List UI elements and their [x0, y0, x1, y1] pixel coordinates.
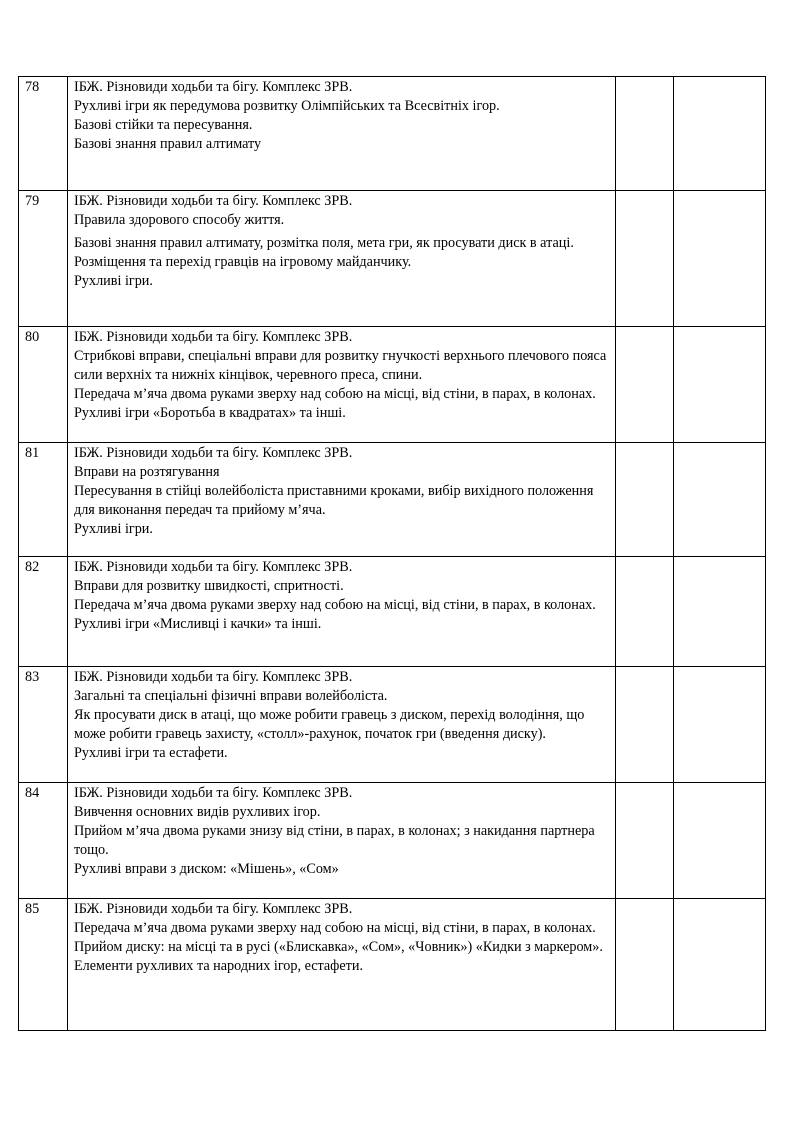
lesson-topic-line: ІБЖ. Різновиди ходьби та бігу. Комплекс ЗРВ.: [74, 669, 353, 685]
lesson-topic-line: Рухливі ігри та естафети.: [74, 745, 228, 761]
note-cell: [674, 443, 766, 557]
date-cell: [616, 899, 674, 1031]
lesson-topic-line: Вправи на розтягування: [74, 464, 220, 480]
date-cell: [616, 667, 674, 783]
lesson-topic-line: Елементи рухливих та народних ігор, естафети.: [74, 958, 364, 974]
table-row: [19, 77, 766, 191]
note-cell: [674, 667, 766, 783]
lesson-topic-line: ІБЖ. Різновиди ходьби та бігу. Комплекс ЗРВ.: [74, 785, 353, 801]
lesson-topic-line: Рухливі ігри «Боротьба в квадратах» та інші.: [74, 405, 346, 421]
lesson-topic-cell: [68, 327, 616, 443]
lesson-number-cell: 79: [19, 191, 68, 327]
note-cell: [674, 783, 766, 899]
lesson-topic-line: Передача м’яча двома руками зверху над собою на місці, від стіни, в парах, в колонах.: [74, 386, 596, 402]
date-cell: [616, 443, 674, 557]
lesson-topic-line: Як просувати диск в атаці, що може робити гравець з диском, перехід володіння, що може робити гравець захисту, «столл»-рахунок, початок гри (введення диску).: [74, 707, 585, 742]
note-cell: [674, 191, 766, 327]
lesson-topic-cell: [68, 191, 616, 327]
lesson-topic-cell: [68, 443, 616, 557]
lesson-number-cell: 81: [19, 443, 68, 557]
lesson-topic-line: ІБЖ. Різновиди ходьби та бігу. Комплекс ЗРВ.: [74, 329, 353, 345]
lesson-topic-line: Стрибкові вправи, спеціальні вправи для розвитку гнучкості верхнього плечового пояса сили верхніх та нижніх кінцівок, черевного преса, спини.: [74, 348, 607, 383]
lesson-topic-line: Базові знання правил алтимату, розмітка поля, мета гри, як просувати диск в атаці.: [74, 235, 574, 251]
lesson-topic-line: ІБЖ. Різновиди ходьби та бігу. Комплекс ЗРВ.: [74, 445, 353, 461]
lesson-number-cell: 85: [19, 899, 68, 1031]
lesson-topic-line: Рухливі ігри.: [74, 273, 153, 289]
lesson-topic-line: Прийом м’яча двома руками знизу від стіни, в парах, в колонах; з накидання партнера тощо.: [74, 823, 595, 858]
table-row: [19, 557, 766, 667]
lesson-topic-line: Передача м’яча двома руками зверху над собою на місці, від стіни, в парах, в колонах.: [74, 920, 596, 936]
note-cell: [674, 327, 766, 443]
lesson-topic-line: Рухливі вправи з диском: «Мішень», «Сом»: [74, 861, 339, 877]
lesson-number-cell: 83: [19, 667, 68, 783]
note-cell: [674, 557, 766, 667]
lesson-topic-line: Рухливі ігри як передумова розвитку Олімпійських та Всесвітніх ігор.: [74, 98, 500, 114]
lesson-topic-cell: [68, 557, 616, 667]
lesson-topic-line: Правила здорового способу життя.: [74, 212, 285, 228]
lesson-topic-line: Загальні та спеціальні фізичні вправи волейболіста.: [74, 688, 388, 704]
note-cell: [674, 899, 766, 1031]
lesson-topic-line: Прийом диску: на місці та в русі («Блискавка», «Сом», «Човник») «Кидки з маркером».: [74, 939, 603, 955]
table-row: [19, 191, 766, 327]
lesson-topic-cell: [68, 667, 616, 783]
lesson-topic-cell: [68, 899, 616, 1031]
lesson-topic-line: Рухливі ігри «Мисливці і качки» та інші.: [74, 616, 322, 632]
lesson-topic-line: Базові стійки та пересування.: [74, 117, 253, 133]
lesson-topic-line: Вивчення основних видів рухливих ігор.: [74, 804, 321, 820]
table-row: [19, 443, 766, 557]
table-row: [19, 783, 766, 899]
date-cell: [616, 191, 674, 327]
lesson-number-cell: 80: [19, 327, 68, 443]
lesson-number-cell: 84: [19, 783, 68, 899]
lesson-topic-line: Базові знання правил алтимату: [74, 136, 262, 152]
lesson-topic-line: Вправи для розвитку швидкості, спритності.: [74, 578, 344, 594]
lesson-number-cell: 78: [19, 77, 68, 191]
lesson-topic-line: Рухливі ігри.: [74, 521, 153, 537]
lesson-topic-cell: [68, 77, 616, 191]
lesson-topic-line: Пересування в стійці волейболіста приставними кроками, вибір вихідного положення для виконання передач та прийому м’яча.: [74, 483, 594, 518]
lesson-topic-line: ІБЖ. Різновиди ходьби та бігу. Комплекс ЗРВ.: [74, 193, 353, 209]
lesson-topic-line: Розміщення та перехід гравців на ігровому майданчику.: [74, 254, 412, 270]
note-cell: [674, 77, 766, 191]
date-cell: [616, 557, 674, 667]
table-row: [19, 899, 766, 1031]
lesson-table-body: [19, 77, 766, 1031]
lesson-topic-cell: [68, 783, 616, 899]
lesson-topic-line: Передача м’яча двома руками зверху над собою на місці, від стіни, в парах, в колонах.: [74, 597, 596, 613]
date-cell: [616, 77, 674, 191]
lesson-topic-line: ІБЖ. Різновиди ходьби та бігу. Комплекс ЗРВ.: [74, 559, 353, 575]
lesson-plan-table: [18, 76, 766, 1031]
date-cell: [616, 783, 674, 899]
date-cell: [616, 327, 674, 443]
lesson-number-cell: 82: [19, 557, 68, 667]
lesson-topic-line: ІБЖ. Різновиди ходьби та бігу. Комплекс ЗРВ.: [74, 79, 353, 95]
table-row: [19, 667, 766, 783]
lesson-topic-line: ІБЖ. Різновиди ходьби та бігу. Комплекс ЗРВ.: [74, 901, 353, 917]
table-row: [19, 327, 766, 443]
